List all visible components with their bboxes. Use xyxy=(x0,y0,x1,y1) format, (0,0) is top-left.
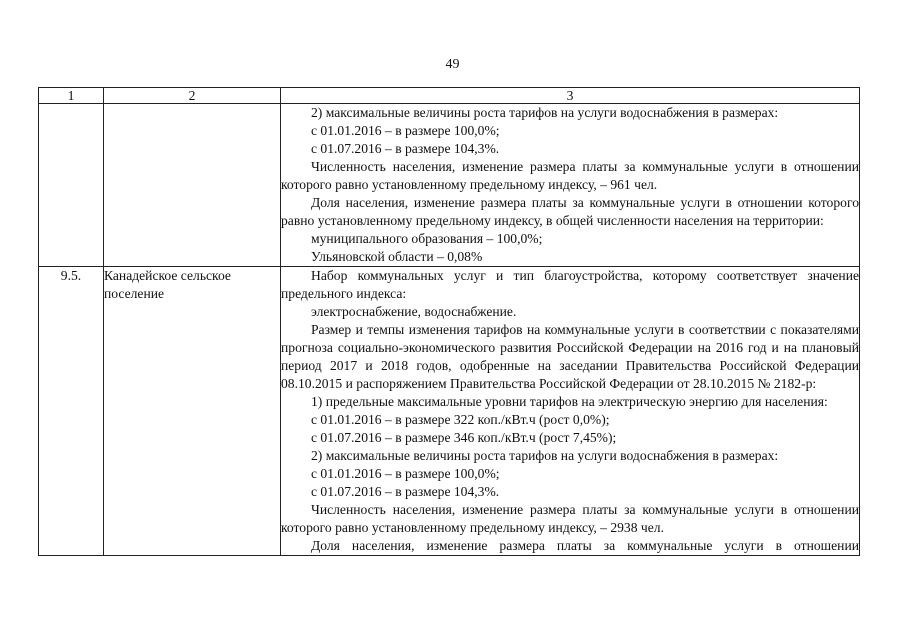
text-line: с 01.01.2016 – в размере 322 коп./кВт.ч (рост 0,0%); xyxy=(311,412,610,427)
row-name-cell xyxy=(104,104,281,267)
text-line: муниципального образования – 100,0%; xyxy=(311,231,543,246)
page-number: 49 xyxy=(445,57,460,72)
text-line: с 01.07.2016 – в размере 104,3%. xyxy=(311,484,500,499)
table-header-row xyxy=(39,88,860,104)
row-number-cell xyxy=(39,104,104,267)
text-line: 2) максимальные величины роста тарифов на услуги водоснабжения в размерах: xyxy=(311,105,779,120)
text-line: электроснабжение, водоснабжение. xyxy=(311,304,517,319)
text-line: 2) максимальные величины роста тарифов на услуги водоснабжения в размерах: xyxy=(311,448,779,463)
table-row xyxy=(39,104,860,267)
row-content-cell xyxy=(281,267,860,556)
text-line: с 01.07.2016 – в размере 104,3%. xyxy=(311,141,500,156)
header-col-2: 2 xyxy=(104,88,281,104)
text-line: Ульяновской области – 0,08% xyxy=(311,249,483,264)
text-line: с 01.01.2016 – в размере 100,0%; xyxy=(311,466,500,481)
header-col-3: 3 xyxy=(281,88,860,104)
text-paragraph: Набор коммунальных услуг и тип благоустройства, которому соответствует значение предельного индекса: xyxy=(281,268,859,301)
table-row xyxy=(39,267,860,556)
text-line: с 01.01.2016 – в размере 100,0%; xyxy=(311,123,500,138)
header-col-1: 1 xyxy=(39,88,104,104)
row-content-cell xyxy=(281,104,860,267)
text-line: с 01.07.2016 – в размере 346 коп./кВт.ч (рост 7,45%); xyxy=(311,430,617,445)
row-name-cell: Канадейское сельское поселение xyxy=(104,267,281,556)
row-number-cell: 9.5. xyxy=(39,267,104,556)
text-paragraph: Доля населения, изменение размера платы за коммунальные услуги в отношении которого равно установленному предельному индексу, в общей численности населения на территории: xyxy=(281,195,859,228)
text-paragraph: 1) предельные максимальные уровни тарифов на электрическую энергию для населения: xyxy=(311,394,828,409)
text-paragraph: Доля населения, изменение размера платы за коммунальные услуги в отношении xyxy=(311,538,859,553)
text-paragraph: Численность населения, изменение размера платы за коммунальные услуги в отношении которого равно установленному предельному индексу, – 961 чел. xyxy=(281,159,859,192)
text-paragraph: Численность населения, изменение размера платы за коммунальные услуги в отношении которого равно установленному предельному индексу, – 2938 чел. xyxy=(281,502,859,535)
text-paragraph: Размер и темпы изменения тарифов на коммунальные услуги в соответствии с показателями прогноза социально-экономического развития Российской Федерации на 2016 год и на плановый период 2017 и 2018 годов, одобренные на заседании Правительства Российской Федерации 08.10.2015 и распоряжением Правительства Российской Федерации от 28.10.2015 № 2182-р: xyxy=(281,322,859,391)
document-table xyxy=(38,87,860,556)
